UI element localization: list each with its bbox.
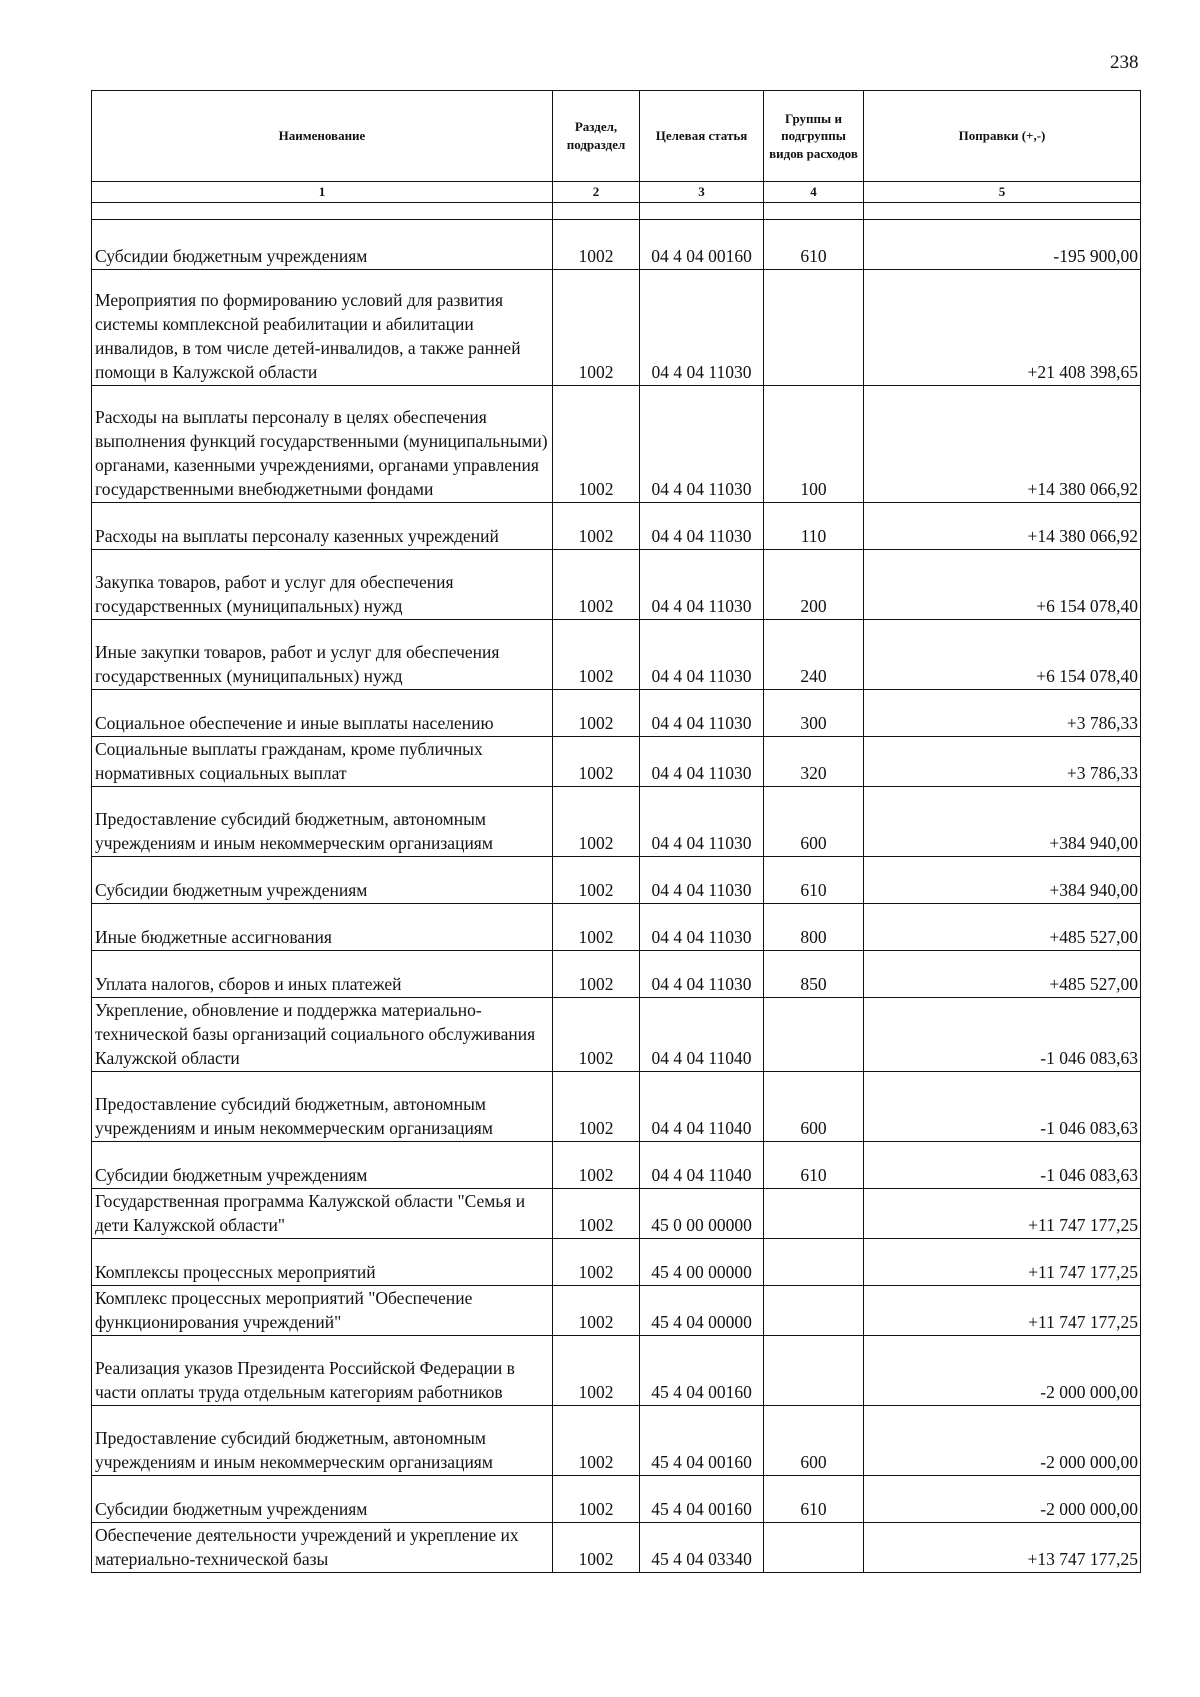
row-group: 110 (764, 503, 864, 550)
row-target: 04 4 04 11040 (640, 998, 764, 1072)
row-name: Закупка товаров, работ и услуг для обеспечения государственных (муниципальных) нужд (92, 550, 553, 620)
row-section: 1002 (553, 737, 640, 787)
table-row (92, 1476, 1141, 1523)
row-target: 04 4 04 11030 (640, 620, 764, 690)
row-target: 04 4 04 11030 (640, 550, 764, 620)
header-amendment: Поправки (+,-) (864, 91, 1141, 182)
row-amount: -2 000 000,00 (864, 1406, 1141, 1476)
table-row (92, 1189, 1141, 1239)
row-target: 04 4 04 11040 (640, 1072, 764, 1142)
row-name: Комплекс процессных мероприятий "Обеспечение функционирования учреждений" (92, 1286, 553, 1336)
table-row (92, 1142, 1141, 1189)
row-section: 1002 (553, 857, 640, 904)
row-amount: +6 154 078,40 (864, 550, 1141, 620)
budget-amendments-table (91, 90, 1141, 1573)
row-group: 600 (764, 1406, 864, 1476)
row-group (764, 1523, 864, 1573)
table-row (92, 737, 1141, 787)
row-name: Иные закупки товаров, работ и услуг для обеспечения государственных (муниципальных) нужд (92, 620, 553, 690)
table-row (92, 1072, 1141, 1142)
header-section: Раздел, подраздел (553, 91, 640, 182)
row-amount: +384 940,00 (864, 857, 1141, 904)
row-target: 45 4 04 00160 (640, 1336, 764, 1406)
column-number: 2 (553, 182, 640, 203)
row-name: Предоставление субсидий бюджетным, автономным учреждениям и иным некоммерческим организациям (92, 787, 553, 857)
row-amount: -1 046 083,63 (864, 1072, 1141, 1142)
column-number: 5 (864, 182, 1141, 203)
row-amount: +14 380 066,92 (864, 503, 1141, 550)
table-row (92, 503, 1141, 550)
row-amount: +21 408 398,65 (864, 270, 1141, 386)
row-name: Субсидии бюджетным учреждениям (92, 1142, 553, 1189)
row-amount: +11 747 177,25 (864, 1286, 1141, 1336)
row-target: 45 0 00 00000 (640, 1189, 764, 1239)
row-section: 1002 (553, 220, 640, 270)
table-row (92, 1406, 1141, 1476)
row-amount: +11 747 177,25 (864, 1189, 1141, 1239)
row-section: 1002 (553, 620, 640, 690)
row-section: 1002 (553, 1406, 640, 1476)
row-amount: -1 046 083,63 (864, 998, 1141, 1072)
row-name: Обеспечение деятельности учреждений и укрепление их материально-технической базы (92, 1523, 553, 1573)
row-amount: +13 747 177,25 (864, 1523, 1141, 1573)
header-name: Наименование (92, 91, 553, 182)
row-name: Предоставление субсидий бюджетным, автономным учреждениям и иным некоммерческим организациям (92, 1406, 553, 1476)
row-amount: +485 527,00 (864, 904, 1141, 951)
table-row (92, 998, 1141, 1072)
row-name: Расходы на выплаты персоналу казенных учреждений (92, 503, 553, 550)
header-target: Целевая статья (640, 91, 764, 182)
row-name: Предоставление субсидий бюджетным, автономным учреждениям и иным некоммерческим организациям (92, 1072, 553, 1142)
row-name: Расходы на выплаты персоналу в целях обеспечения выполнения функций государственными (муниципальными) органами, казенными учреждениями, органами управления государственными внебюджетными фондами (92, 386, 553, 503)
row-amount: -2 000 000,00 (864, 1336, 1141, 1406)
row-section: 1002 (553, 1336, 640, 1406)
row-section: 1002 (553, 386, 640, 503)
row-section: 1002 (553, 1476, 640, 1523)
row-amount: -2 000 000,00 (864, 1476, 1141, 1523)
row-group: 610 (764, 1476, 864, 1523)
row-name: Комплексы процессных мероприятий (92, 1239, 553, 1286)
row-group: 610 (764, 1142, 864, 1189)
table-row (92, 550, 1141, 620)
row-group: 610 (764, 220, 864, 270)
row-group: 850 (764, 951, 864, 998)
row-target: 04 4 04 11030 (640, 270, 764, 386)
row-section: 1002 (553, 503, 640, 550)
row-name: Субсидии бюджетным учреждениям (92, 857, 553, 904)
table-row (92, 386, 1141, 503)
row-target: 04 4 04 11030 (640, 503, 764, 550)
row-group: 300 (764, 690, 864, 737)
table-row (92, 270, 1141, 386)
row-name: Социальное обеспечение и иные выплаты населению (92, 690, 553, 737)
row-section: 1002 (553, 550, 640, 620)
row-group: 600 (764, 787, 864, 857)
row-amount: -1 046 083,63 (864, 1142, 1141, 1189)
row-name: Уплата налогов, сборов и иных платежей (92, 951, 553, 998)
table-row (92, 620, 1141, 690)
row-target: 45 4 04 00160 (640, 1406, 764, 1476)
table-row (92, 1336, 1141, 1406)
row-amount: +11 747 177,25 (864, 1239, 1141, 1286)
row-target: 45 4 00 00000 (640, 1239, 764, 1286)
row-group (764, 1336, 864, 1406)
row-group (764, 998, 864, 1072)
row-name: Субсидии бюджетным учреждениям (92, 220, 553, 270)
row-group: 320 (764, 737, 864, 787)
row-amount: +14 380 066,92 (864, 386, 1141, 503)
table-row (92, 904, 1141, 951)
column-number: 1 (92, 182, 553, 203)
row-section: 1002 (553, 1142, 640, 1189)
row-amount: +3 786,33 (864, 737, 1141, 787)
table-row (92, 1239, 1141, 1286)
row-section: 1002 (553, 787, 640, 857)
row-group: 100 (764, 386, 864, 503)
row-section: 1002 (553, 904, 640, 951)
row-section: 1002 (553, 1523, 640, 1573)
header-group: Группы и подгруппы видов расходов (764, 91, 864, 182)
row-target: 45 4 04 00160 (640, 1476, 764, 1523)
row-amount: -195 900,00 (864, 220, 1141, 270)
row-section: 1002 (553, 1286, 640, 1336)
header-row (92, 91, 1141, 182)
row-target: 04 4 04 00160 (640, 220, 764, 270)
page-number: 238 (1110, 52, 1139, 73)
row-group (764, 1189, 864, 1239)
row-name: Укрепление, обновление и поддержка материально-технической базы организаций социального обслуживания Калужской области (92, 998, 553, 1072)
table-row (92, 787, 1141, 857)
table-row (92, 951, 1141, 998)
row-group (764, 270, 864, 386)
row-name: Субсидии бюджетным учреждениям (92, 1476, 553, 1523)
row-section: 1002 (553, 1239, 640, 1286)
row-name: Социальные выплаты гражданам, кроме публичных нормативных социальных выплат (92, 737, 553, 787)
column-number: 4 (764, 182, 864, 203)
row-group: 800 (764, 904, 864, 951)
row-target: 04 4 04 11030 (640, 787, 764, 857)
row-group: 610 (764, 857, 864, 904)
column-number: 3 (640, 182, 764, 203)
table-row (92, 220, 1141, 270)
row-group: 600 (764, 1072, 864, 1142)
row-name: Мероприятия по формированию условий для развития системы комплексной реабилитации и абилитации инвалидов, в том числе детей-инвалидов, а также ранней помощи в Калужской области (92, 270, 553, 386)
row-target: 04 4 04 11030 (640, 857, 764, 904)
row-group: 240 (764, 620, 864, 690)
row-target: 04 4 04 11030 (640, 904, 764, 951)
row-target: 45 4 04 03340 (640, 1523, 764, 1573)
row-target: 04 4 04 11030 (640, 951, 764, 998)
row-section: 1002 (553, 951, 640, 998)
row-name: Реализация указов Президента Российской Федерации в части оплаты труда отдельным категориям работников (92, 1336, 553, 1406)
row-amount: +384 940,00 (864, 787, 1141, 857)
row-section: 1002 (553, 1189, 640, 1239)
row-target: 04 4 04 11040 (640, 1142, 764, 1189)
row-name: Иные бюджетные ассигнования (92, 904, 553, 951)
spacer-row (92, 203, 1141, 220)
row-section: 1002 (553, 998, 640, 1072)
table-body (92, 220, 1141, 1573)
row-target: 04 4 04 11030 (640, 737, 764, 787)
table-row (92, 1286, 1141, 1336)
row-amount: +3 786,33 (864, 690, 1141, 737)
row-amount: +485 527,00 (864, 951, 1141, 998)
row-target: 04 4 04 11030 (640, 690, 764, 737)
row-section: 1002 (553, 690, 640, 737)
row-group: 200 (764, 550, 864, 620)
row-name: Государственная программа Калужской области "Семья и дети Калужской области" (92, 1189, 553, 1239)
row-target: 45 4 04 00000 (640, 1286, 764, 1336)
row-target: 04 4 04 11030 (640, 386, 764, 503)
table-row (92, 1523, 1141, 1573)
row-amount: +6 154 078,40 (864, 620, 1141, 690)
row-group (764, 1286, 864, 1336)
table-row (92, 690, 1141, 737)
row-section: 1002 (553, 1072, 640, 1142)
row-section: 1002 (553, 270, 640, 386)
column-number-row (92, 182, 1141, 203)
row-group (764, 1239, 864, 1286)
table-row (92, 857, 1141, 904)
